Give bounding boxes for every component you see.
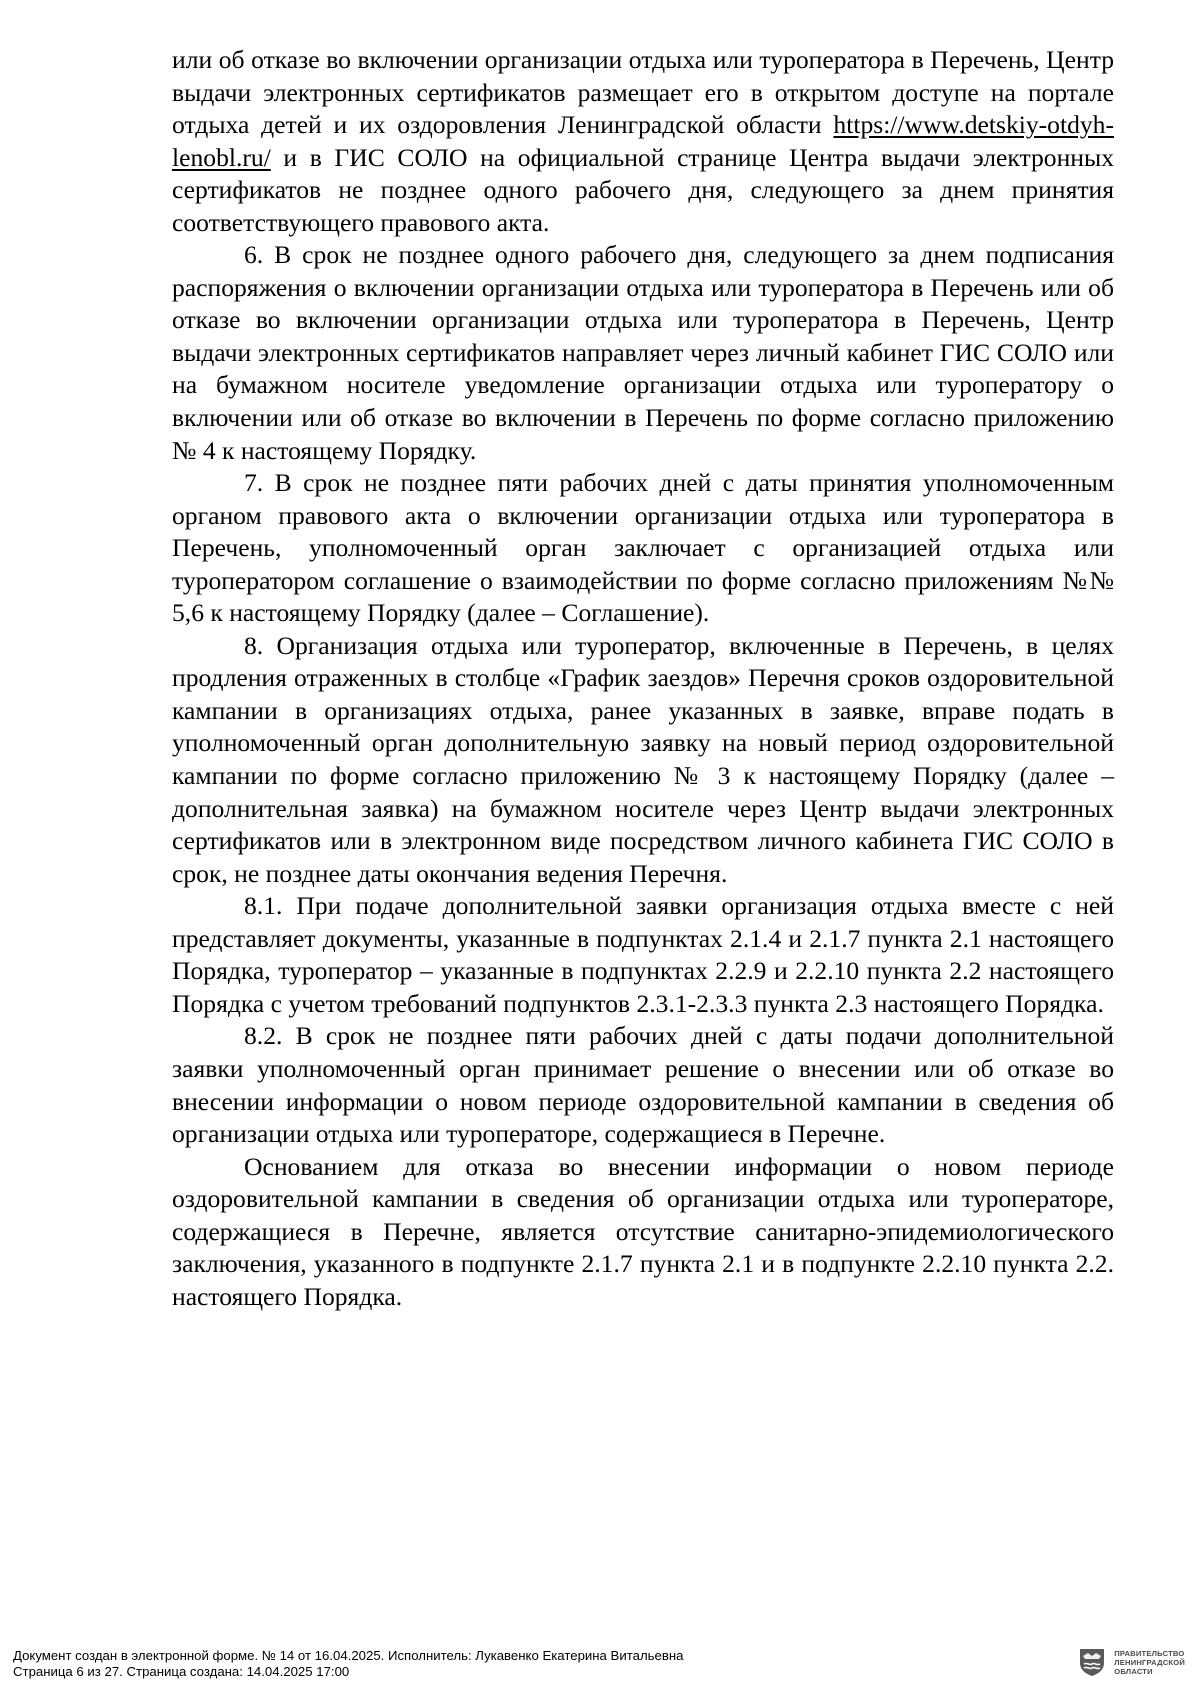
document-body [172, 44, 1114, 1313]
document-footer [13, 1648, 683, 1680]
paragraph-7: 7. В срок не позднее пяти рабочих дней с даты принятия уполномоченным органом правового акта о включении организации отдыха или туроператора в Перечень, уполномоченный орган заключает с организацией отдыха или туроператором соглашение о взаимодействии по форме согласно приложениям №№ 5,6 к настоящему Порядку (далее – Соглашение). [172, 468, 1114, 628]
footer-page-info: Страница 6 из 27. Страница создана: 14.04.2025 17:00 [13, 1664, 350, 1679]
footer-document-info: Документ создан в электронной форме. № 14 от 16.04.2025. Исполнитель: Лукавенко Екатерина Витальевна [13, 1648, 684, 1663]
logo-caption [1114, 1649, 1185, 1676]
logo-line-3: ОБЛАСТИ [1114, 1666, 1153, 1676]
paragraph-8-1: 8.1. При подаче дополнительной заявки организация отдыха вместе с ней представляет документы, указанные в подпунктах 2.1.4 и 2.1.7 пункта 2.1 настоящего Порядка, туроператор – указанные в подпунктах 2.2.9 и 2.2.10 пункта 2.2 настоящего Порядка с учетом требований подпунктов 2.3.1-2.3.3 пункта 2.3 настоящего Порядка. [172, 891, 1114, 1018]
paragraph-6: 6. В срок не позднее одного рабочего дня, следующего за днем подписания распоряжения о включении организации отдыха или туроператора в Перечень или об отказе во включении организации отдыха или туроператора в Перечень, Центр выдачи электронных сертификатов направляет через личный кабинет ГИС СОЛО или на бумажном носителе уведомление организации отдыха или туроператору о включении или об отказе во включении в Перечень по форме согласно приложению № 4 к настоящему Порядку. [172, 240, 1114, 465]
paragraph-text: или об отказе во включении организации отдыха или туроператора в Перечень, Центр выдачи электронных сертификатов размещает его в открытом доступе на портале отдыха детей и их оздоровления Ленинградской области [172, 45, 1114, 140]
paragraph-8-2: 8.2. В срок не позднее пяти рабочих дней с даты подачи дополнительной заявки уполномоченный орган принимает решение о внесении или об отказе во внесении информации о новом периоде оздоровительной кампании в сведения об организации отдыха или туроператоре, содержащиеся в Перечне. [172, 1021, 1114, 1149]
coat-of-arms-icon [1078, 1647, 1106, 1677]
paragraph-8: 8. Организация отдыха или туроператор, включенные в Перечень, в целях продления отраженных в столбце «График заездов» Перечня сроков оздоровительной кампании в организациях отдыха, ранее указанных в заявке, вправе подать в уполномоченный орган дополнительную заявку на новый период оздоровительной кампании по форме согласно приложению № 3 к настоящему Порядку (далее – дополнительная заявка) на бумажном носителе через Центр выдачи электронных сертификатов или в электронном виде посредством личного кабинета ГИС СОЛО в срок, не позднее даты окончания ведения Перечня. [172, 630, 1114, 888]
paragraph-text: и в ГИС СОЛО на официальной странице Центра выдачи электронных сертификатов не позднее одного рабочего дня, следующего за днем принятия соответствующего правового акта. [172, 142, 1114, 237]
logo-line-2: ЛЕНИНГРАДСКОЙ [1114, 1657, 1185, 1667]
government-logo [1078, 1647, 1185, 1677]
portal-link[interactable]: https://www.detskiy-otdyh-lenobl.ru/ [172, 110, 1114, 172]
logo-line-1: ПРАВИТЕЛЬСТВО [1114, 1648, 1185, 1658]
paragraph-refusal-basis: Основанием для отказа во внесении информации о новом периоде оздоровительной кампании в сведения об организации отдыха или туроператоре, содержащиеся в Перечне, является отсутствие санитарно-эпидемиологического заключения, указанного в подпункте 2.1.7 пункта 2.1 и в подпункте 2.2.10 пункта 2.2. настоящего Порядка. [172, 1151, 1114, 1311]
paragraph-continuation [172, 44, 1114, 239]
